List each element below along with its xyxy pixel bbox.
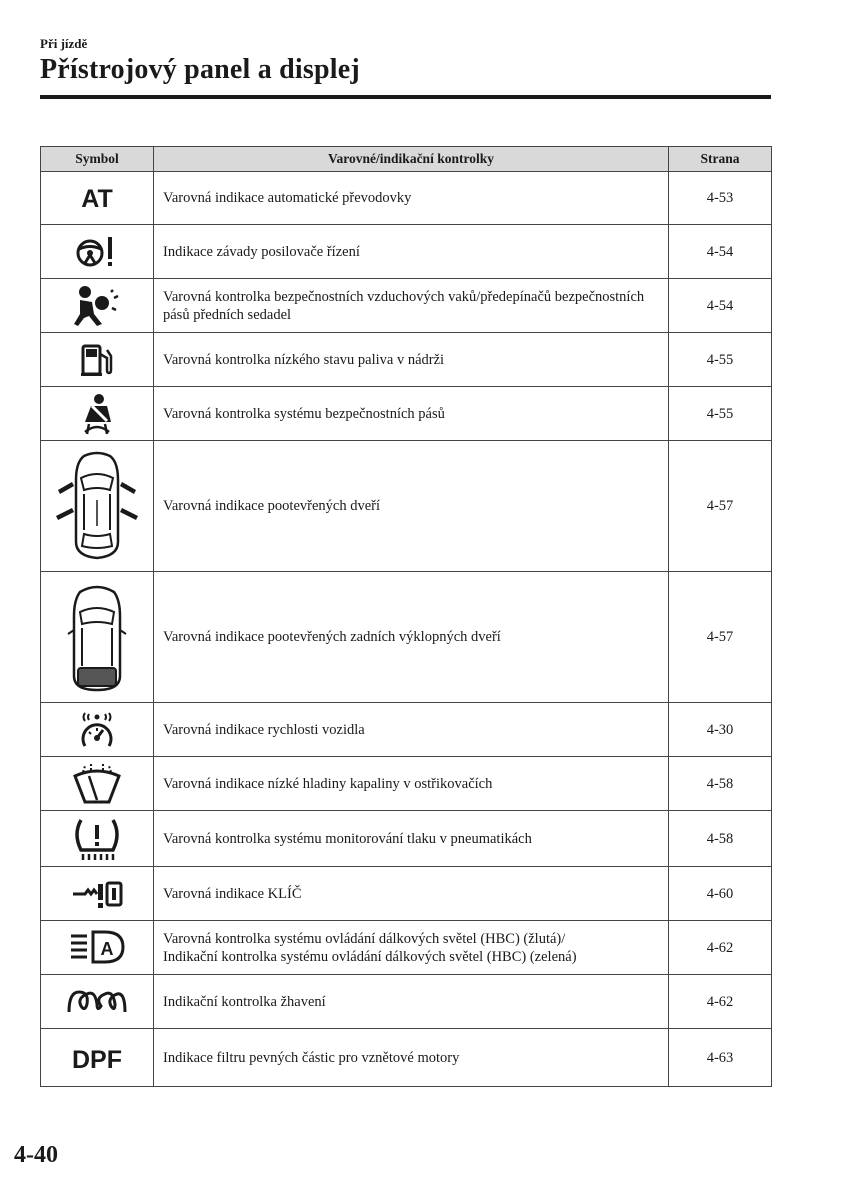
- page-reference: 4-57: [669, 572, 772, 703]
- table-row: [41, 225, 772, 279]
- description-cell: Varovná indikace automatické převodovky: [154, 172, 669, 225]
- symbol-cell: [41, 279, 154, 333]
- description-cell: Indikační kontrolka žhavení: [154, 975, 669, 1029]
- at-symbol-text: AT: [81, 185, 113, 213]
- tire-pressure-icon: [71, 816, 123, 862]
- table-row: [41, 279, 772, 333]
- description-cell: Varovná indikace pootevřených zadních výklopných dveří: [154, 572, 669, 703]
- page-reference: 4-60: [669, 867, 772, 921]
- seat-belt-icon: [77, 392, 117, 436]
- table-row: [41, 1029, 772, 1087]
- symbol-cell: [41, 441, 154, 572]
- warning-lights-table: [40, 146, 772, 1087]
- glow-plug-icon: [65, 986, 129, 1018]
- description-cell: Varovná kontrolka systému ovládání dálkových světel (HBC) (žlutá)/ Indikační kontrolka systému ovládání dálkových světel (HBC) (zelená): [154, 921, 669, 975]
- page-reference: 4-58: [669, 811, 772, 867]
- table-header-row: [41, 147, 772, 172]
- description-cell: Indikace filtru pevných částic pro vznětové motory: [154, 1029, 669, 1087]
- description-cell: Varovná kontrolka systému bezpečnostních pásů: [154, 387, 669, 441]
- section-label: Při jízdě: [40, 36, 88, 51]
- symbol-cell: [41, 172, 154, 225]
- door-open-icon: [52, 450, 142, 562]
- description-cell: Varovná indikace rychlosti vozidla: [154, 703, 669, 757]
- table-row: [41, 333, 772, 387]
- page-reference: 4-54: [669, 225, 772, 279]
- key-warning-icon: [69, 876, 125, 912]
- symbol-cell: [41, 387, 154, 441]
- page-reference: 4-57: [669, 441, 772, 572]
- power-steering-warning-icon: [72, 233, 122, 271]
- symbol-cell: [41, 1029, 154, 1087]
- page-reference: 4-62: [669, 921, 772, 975]
- table-row: [41, 441, 772, 572]
- description-cell: Varovná indikace pootevřených dveří: [154, 441, 669, 572]
- description-cell: Varovná indikace nízké hladiny kapaliny v ostřikovačích: [154, 757, 669, 811]
- dpf-symbol-text: DPF: [72, 1045, 122, 1074]
- low-fuel-icon: [77, 340, 117, 380]
- table-row: [41, 757, 772, 811]
- symbol-cell: [41, 811, 154, 867]
- high-beam-control-icon: [67, 928, 127, 968]
- airbag-icon: [72, 284, 122, 328]
- column-header-lights: Varovné/indikační kontrolky: [154, 147, 669, 172]
- description-cell: Varovná kontrolka systému monitorování tlaku v pneumatikách: [154, 811, 669, 867]
- description-cell: Varovná kontrolka nízkého stavu paliva v nádrži: [154, 333, 669, 387]
- symbol-cell: [41, 757, 154, 811]
- symbol-cell: [41, 225, 154, 279]
- page-reference: 4-30: [669, 703, 772, 757]
- table-row: [41, 703, 772, 757]
- page-title: Přístrojový panel a displej: [40, 54, 360, 85]
- description-cell: Varovná indikace KLÍČ: [154, 867, 669, 921]
- page-reference: 4-54: [669, 279, 772, 333]
- column-header-symbol: Symbol: [41, 147, 154, 172]
- liftgate-open-icon: [62, 580, 132, 694]
- dpf-icon: [62, 1041, 132, 1075]
- table-row: [41, 387, 772, 441]
- page-number: 4-40: [14, 1142, 58, 1168]
- table-row: [41, 867, 772, 921]
- symbol-cell: [41, 572, 154, 703]
- page-reference: 4-62: [669, 975, 772, 1029]
- svg-text:A: A: [100, 938, 114, 959]
- column-header-page: Strana: [669, 147, 772, 172]
- washer-fluid-icon: [71, 762, 123, 806]
- description-cell: Indikace závady posilovače řízení: [154, 225, 669, 279]
- page-reference: 4-58: [669, 757, 772, 811]
- table-row: [41, 811, 772, 867]
- table-row: [41, 572, 772, 703]
- page-reference: 4-63: [669, 1029, 772, 1087]
- symbol-cell: [41, 975, 154, 1029]
- symbol-cell: [41, 867, 154, 921]
- page-reference: 4-53: [669, 172, 772, 225]
- speed-warning-icon: [75, 708, 119, 752]
- table-row: [41, 172, 772, 225]
- page-reference: 4-55: [669, 333, 772, 387]
- symbol-cell: [41, 333, 154, 387]
- symbol-cell: [41, 703, 154, 757]
- table-row: [41, 921, 772, 975]
- title-divider: [40, 95, 771, 99]
- table-row: [41, 975, 772, 1029]
- symbol-cell: [41, 921, 154, 975]
- at-transmission-icon: [67, 181, 127, 215]
- page-reference: 4-55: [669, 387, 772, 441]
- description-cell: Varovná kontrolka bezpečnostních vzduchových vaků/předepínačů bezpečnostních pásů předních sedadel: [154, 279, 669, 333]
